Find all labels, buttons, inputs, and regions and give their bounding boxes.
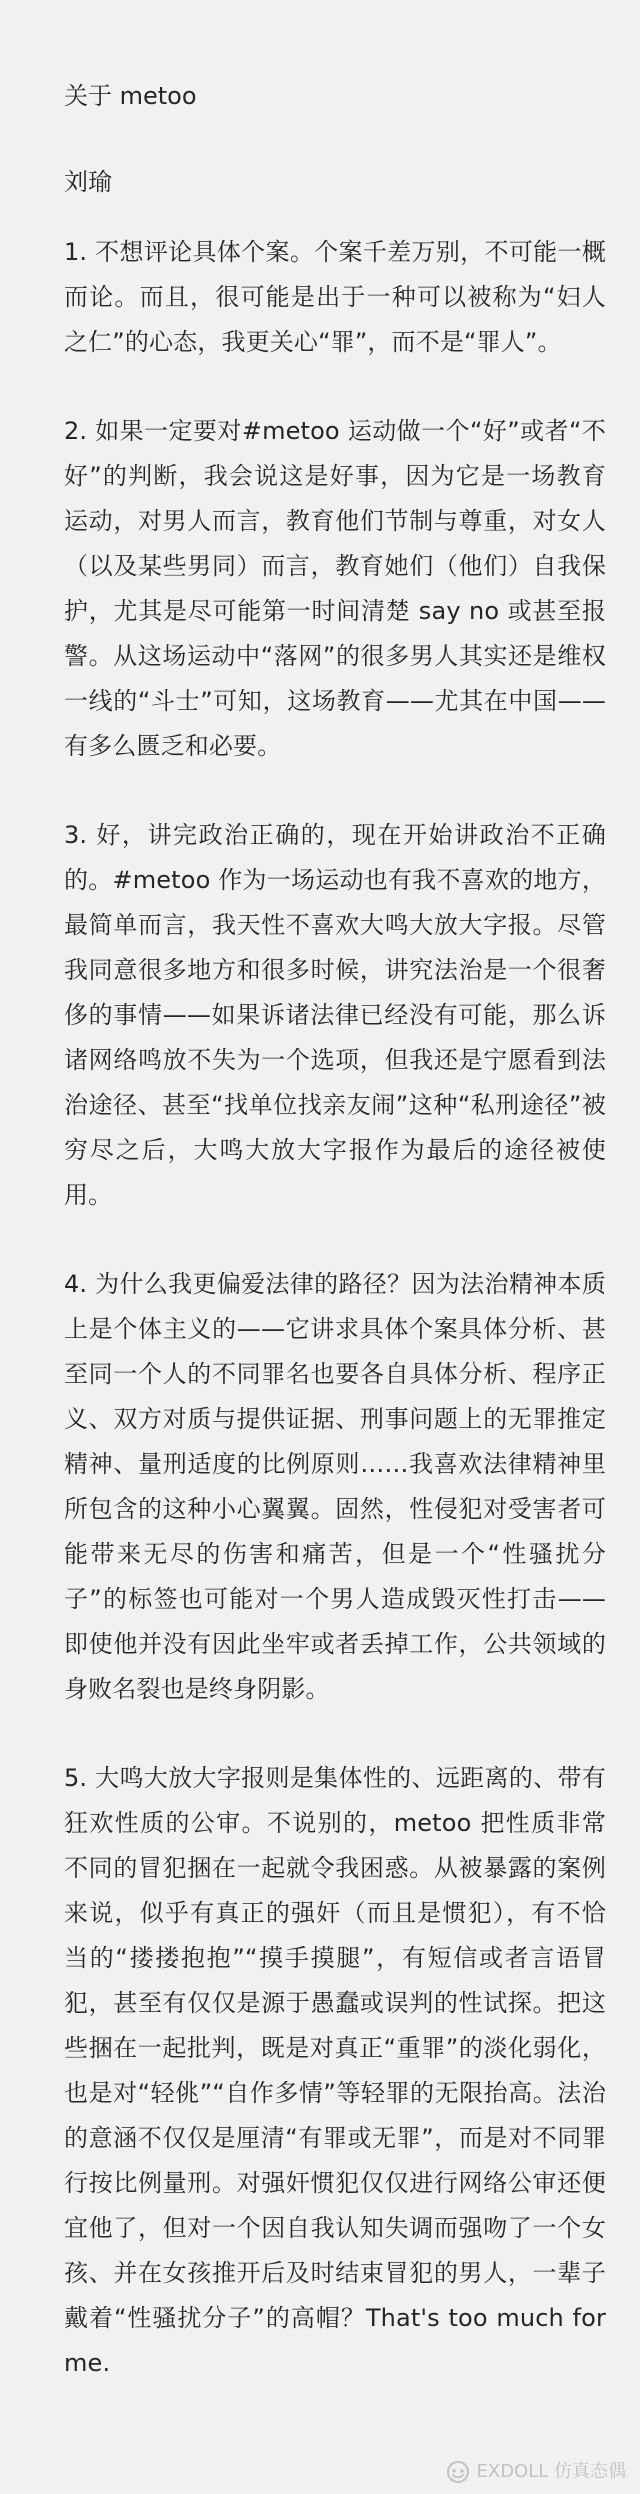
paragraph-1: 1. 不想评论具体个案。个案千差万别，不可能一概而论。而且，很可能是出于一种可以被称为“妇人之仁”的心态，我更关心“罪”，而不是“罪人”。: [64, 238, 606, 356]
article-title: 关于 metoo: [64, 82, 197, 110]
article-author: 刘瑜: [64, 168, 112, 196]
article-body: [64, 230, 606, 2386]
wechat-channel-icon: [446, 2460, 470, 2484]
paragraph-4: 4. 为什么我更偏爱法律的路径？因为法治精神本质上是个体主义的——它讲求具体个案具体分析、甚至同一个人的不同罪名也要各自具体分析、程序正义、双方对质与提供证据、刑事问题上的无罪推定精神、量刑适度的比例原则……我喜欢法律精神里所包含的这种小心翼翼。固然，性侵犯对受害者可能带来无尽的伤害和痛苦，但是一个“性骚扰分子”的标签也可能对一个男人造成毁灭性打击——即使他并没有因此坐牢或者丢掉工作，公共领域的身败名裂也是终身阴影。: [64, 1270, 606, 1703]
paragraph-2: 2. 如果一定要对#metoo 运动做一个“好”或者“不好”的判断，我会说这是好事，因为它是一场教育运动，对男人而言，教育他们节制与尊重，对女人（以及某些男同）而言，教育她们（他们）自我保护，尤其是尽可能第一时间清楚 say no 或甚至报警。从这场运动中“落网”的很多男人其实还是维权一线的“斗士”可知，这场教育——尤其在中国——有多么匮乏和必要。: [64, 417, 606, 760]
paragraph-3: 3. 好，讲完政治正确的，现在开始讲政治不正确的。#metoo 作为一场运动也有我不喜欢的地方，最简单而言，我天性不喜欢大鸣大放大字报。尽管我同意很多地方和很多时候，讲究法治是一个很奢侈的事情——如果诉诸法律已经没有可能，那么诉诸网络鸣放不失为一个选项，但我还是宁愿看到法治途径、甚至“找单位找亲友闹”这种“私刑途径”被穷尽之后，大鸣大放大字报作为最后的途径被使用。: [64, 821, 606, 1209]
paragraph-5: 5. 大鸣大放大字报则是集体性的、远距离的、带有狂欢性质的公审。不说别的，metoo 把性质非常不同的冒犯捆在一起就令我困惑。从被暴露的案例来说，似乎有真正的强奸（而且是惯犯），有不恰当的“搂搂抱抱”“摸手摸腿”，有短信或者言语冒犯，甚至有仅仅是源于愚蠢或误判的性试探。把这些捆在一起批判，既是对真正“重罪”的淡化弱化，也是对“轻佻”“自作多情”等轻罪的无限抬高。法治的意涵不仅仅是厘清“有罪或无罪”，而是对不同罪行按比例量刑。对强奸惯犯仅仅进行网络公审还便宜他了，但对一个因自我认知失调而强吻了一个女孩、并在女孩推开后及时结束冒犯的男人，一辈子戴着“性骚扰分子”的高帽？That's too much for me.: [64, 1764, 606, 2377]
watermark: [446, 2460, 626, 2484]
watermark-text: EXDOLL 仿真态偶: [476, 2461, 626, 2482]
